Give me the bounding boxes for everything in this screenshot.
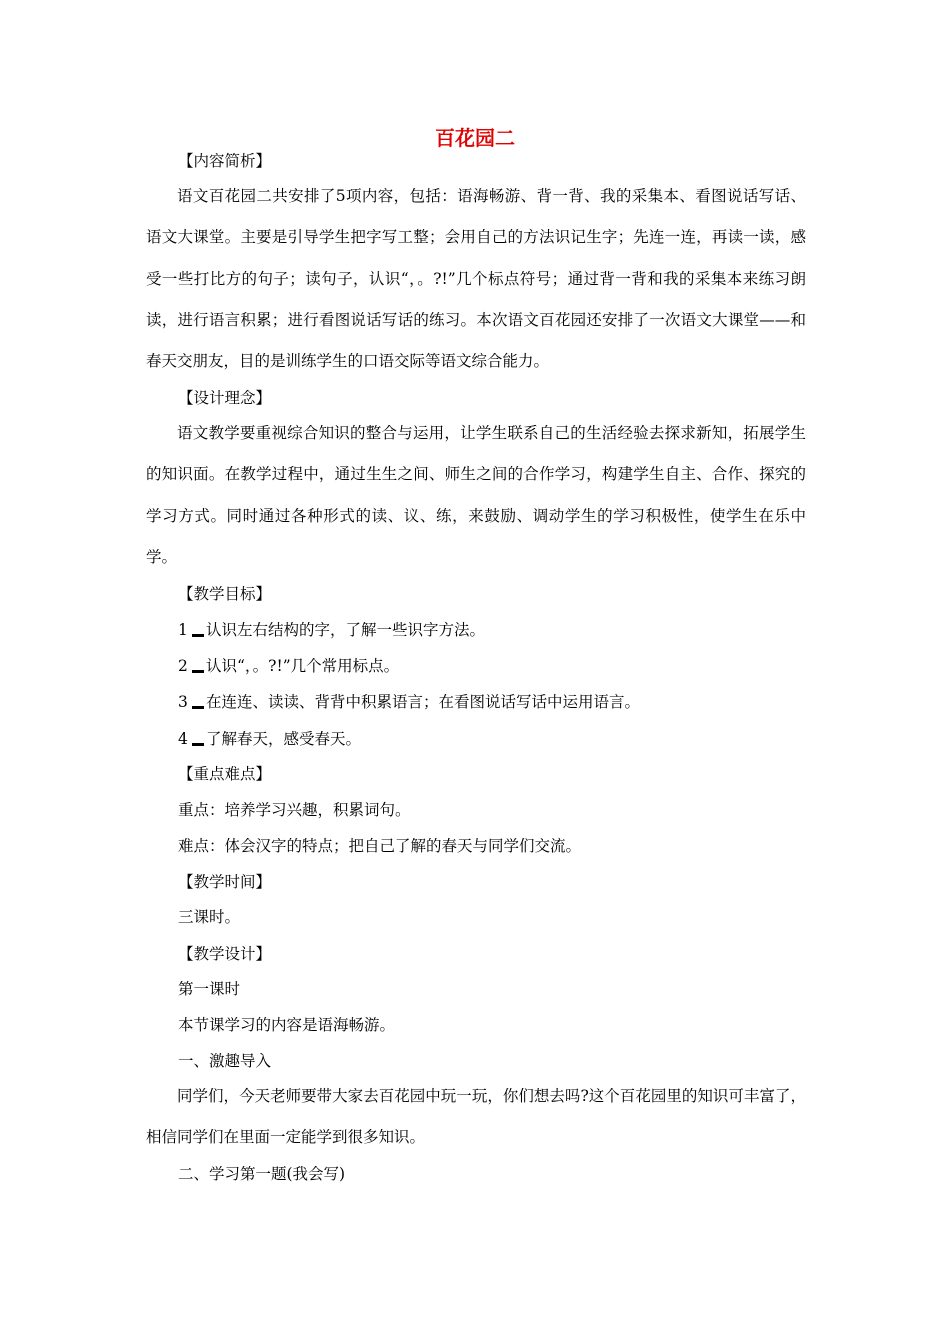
difficulty-text: 难点：体会汉字的特点；把自己了解的春天与同学们交流。 xyxy=(178,837,582,855)
list-marker xyxy=(192,702,204,709)
content-heading: 【内容简析】 xyxy=(178,152,272,170)
keypoint-text: 重点：培养学习兴趣，积累词句。 xyxy=(178,801,411,819)
step2-heading: 二、学习第一题(我会写) xyxy=(178,1165,346,1183)
goal-number: 3 xyxy=(178,693,188,711)
step1-paragraph: 同学们，今天老师要带大家去百花园中玩一玩，你们想去吗?这个百花园里的知识可丰富了，相信同学们在里面一定能学到很多知识。 xyxy=(146,1087,806,1147)
goal-text: 认识“，。?!”几个常用标点。 xyxy=(206,657,400,675)
time-heading: 【教学时间】 xyxy=(178,873,272,891)
page-title: 百花园二 xyxy=(435,126,515,150)
time-value: 三课时。 xyxy=(178,908,241,926)
goal-item xyxy=(178,620,485,640)
goal-number: 2 xyxy=(178,657,188,675)
goal-text: 了解春天，感受春天。 xyxy=(206,730,362,748)
goal-text: 在连连、读读、背背中积累语言；在看图说话写话中运用语言。 xyxy=(206,693,641,711)
goal-text: 认识左右结构的字，了解一些识字方法。 xyxy=(206,621,486,639)
list-marker xyxy=(192,666,204,673)
step1-heading: 一、激趣导入 xyxy=(178,1052,272,1070)
keypoints-heading: 【重点难点】 xyxy=(178,765,272,783)
goal-item xyxy=(178,729,361,749)
content-paragraph: 语文百花园二共安排了5项内容，包括：语海畅游、背一背、我的采集本、看图说话写话、语文大课堂。主要是引导学生把字写工整；会用自己的方法识记生字；先连一连，再读一读，感受一些打比方的句子；读句子，认识“，。?!”几个标点符号；通过背一背和我的采集本来练习朗读，进行语言积累；进行看图说话写话的练习。本次语文百花园还安排了一次语文大课堂——和春天交朋友，目的是训练学生的口语交际等语文综合能力。 xyxy=(146,187,806,371)
goal-item xyxy=(178,692,640,712)
lesson-intro: 本节课学习的内容是语海畅游。 xyxy=(178,1016,396,1034)
design-heading: 【设计理念】 xyxy=(178,389,272,407)
goals-heading: 【教学目标】 xyxy=(178,585,272,603)
goal-number: 4 xyxy=(178,730,188,748)
list-marker xyxy=(192,739,204,746)
teaching-design-heading: 【教学设计】 xyxy=(178,945,272,963)
goal-number: 1 xyxy=(178,621,188,639)
lesson-label: 第一课时 xyxy=(178,980,241,998)
goal-item xyxy=(178,656,399,676)
design-paragraph: 语文教学要重视综合知识的整合与运用，让学生联系自己的生活经验去探求新知，拓展学生的知识面。在教学过程中，通过生生之间、师生之间的合作学习，构建学生自主、合作、探究的学习方式。同时通过各种形式的读、议、练，来鼓励、调动学生的学习积极性，使学生在乐中学。 xyxy=(146,424,806,566)
list-marker xyxy=(192,630,204,637)
